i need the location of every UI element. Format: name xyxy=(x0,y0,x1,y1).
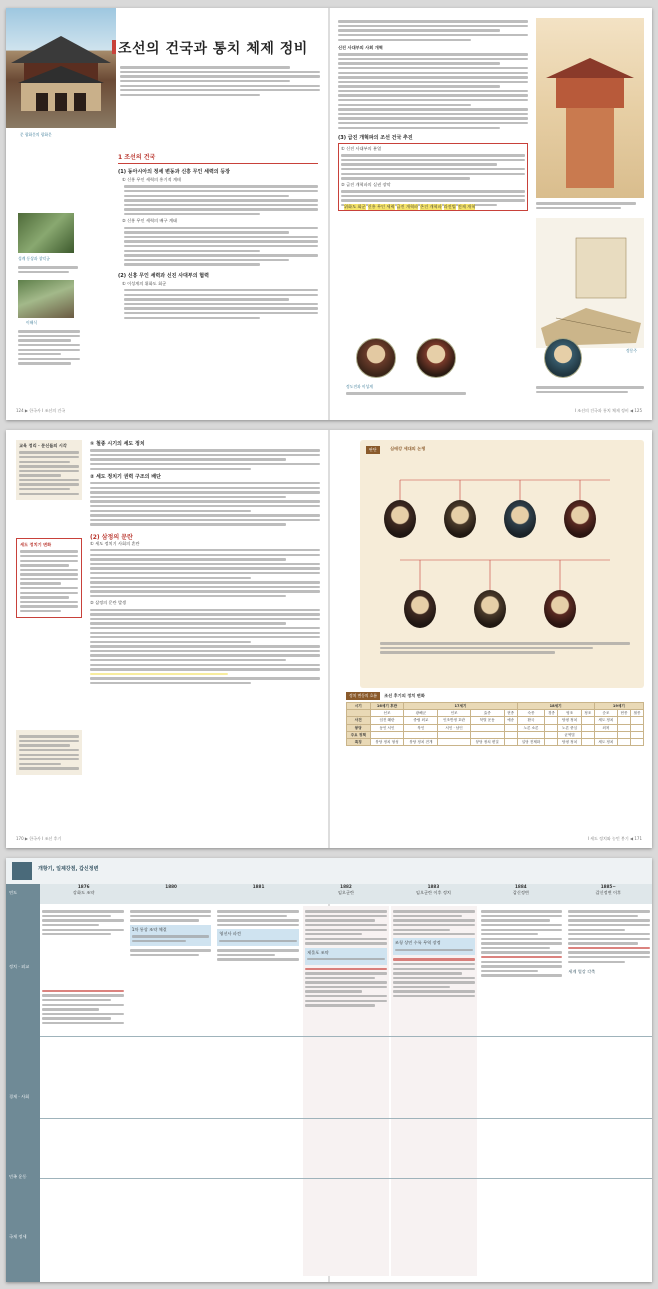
item-1: ① 신흥 무인 세력의 흥기적 계테 xyxy=(122,177,181,182)
table-cell: 인조반정 호란 xyxy=(438,717,470,724)
table-cell: 북인 xyxy=(404,724,438,731)
table-cell xyxy=(438,731,470,738)
table-cell xyxy=(630,717,643,724)
table-cell: 철종 xyxy=(630,710,643,717)
table-cell xyxy=(581,717,594,724)
table-cell xyxy=(545,731,558,738)
palace-gate-drawing xyxy=(6,8,116,128)
right-box xyxy=(338,143,528,212)
table-cell: 선조 xyxy=(370,710,404,717)
timeline-table-block xyxy=(346,692,644,746)
table-row-head: 주요 정책 xyxy=(347,731,371,738)
table-cell xyxy=(630,739,643,746)
table-row xyxy=(347,739,644,746)
table-row-head: 특징 xyxy=(347,739,371,746)
year-label: 1881 xyxy=(252,884,265,889)
table-cell xyxy=(545,724,558,731)
table-cell xyxy=(470,731,504,738)
info-box-text: 제물포 조약 xyxy=(307,949,329,955)
right-heading-1: 신진 사대부의 사회 개혁 xyxy=(338,44,383,50)
info-box-blue xyxy=(393,938,475,955)
caption-aerial: 이해식 xyxy=(26,320,38,325)
table-cell: 임진 왜란 xyxy=(370,717,404,724)
portrait-3 xyxy=(544,338,582,378)
timeline-column xyxy=(128,906,214,1276)
table-cell: 균역법 xyxy=(558,731,581,738)
highlight-term: 과전법 xyxy=(443,204,456,209)
textbook-spread-2 xyxy=(6,430,652,848)
table-cell xyxy=(618,731,631,738)
title-accent xyxy=(112,40,116,54)
right-item-1: ① 신진 사대부의 분열 xyxy=(341,145,382,151)
table-cell xyxy=(630,731,643,738)
table-cell: 순조 xyxy=(594,710,617,717)
portrait-2 xyxy=(416,338,456,378)
table-cell: 붕당 정치 전개 xyxy=(404,739,438,746)
table-cell: 서인 · 남인 xyxy=(438,724,470,731)
timeline-column xyxy=(566,906,652,1276)
row-label-column xyxy=(6,884,40,1282)
table-header: 19세기 xyxy=(594,703,643,710)
info-box-blue xyxy=(130,925,212,947)
highlight-term: 위화도 회군 xyxy=(344,204,366,209)
year-sub: 강화도 조약 xyxy=(72,890,95,896)
info-box-text: 1차 통상 조약 체결 xyxy=(131,926,167,932)
table-cell: 정조 xyxy=(581,710,594,717)
highlight-terms xyxy=(344,204,524,210)
portrait-e xyxy=(404,590,436,628)
table-row xyxy=(347,717,644,724)
table-header: 시기 xyxy=(347,703,371,710)
table-cell: 외척 xyxy=(594,724,617,731)
row-label: 정치 · 외교 xyxy=(9,964,30,969)
intro-summary xyxy=(120,64,320,98)
table-cell: 일당 전제화 xyxy=(517,739,545,746)
table-cell: 환국 xyxy=(517,717,545,724)
subsection-b: ② 세도 정치기 권력 구조의 배단 xyxy=(90,473,161,480)
gate-photo-right xyxy=(536,18,644,198)
left-page-body xyxy=(118,152,318,321)
footer-right: I 조선의 건국과 통치 체제 정비 ◀ 125 xyxy=(574,408,642,413)
right-item-2: ② 급진 개혁파의 실권 장악 xyxy=(341,181,391,187)
table-cell xyxy=(630,724,643,731)
highlight-term: 전제 개혁 xyxy=(457,204,476,209)
year-row xyxy=(40,884,652,904)
table-cell: 헌종 xyxy=(618,710,631,717)
footer-right-2: I 세도 정치와 농민 봉기 ◀ 171 xyxy=(587,836,642,841)
table-cell xyxy=(504,731,517,738)
year-sub: 임오군란 xyxy=(337,890,355,896)
portrait-b xyxy=(444,500,476,538)
table-cell: 세도 정치 xyxy=(594,717,617,724)
timeline-header xyxy=(6,858,652,884)
table-cell: 효종 xyxy=(470,710,504,717)
palace-gate-photo xyxy=(6,8,116,128)
row-divider xyxy=(40,1036,652,1037)
diagram-tag: 판단 xyxy=(366,446,380,454)
row-label: 국제 정세 xyxy=(9,1234,27,1239)
portrait-d xyxy=(564,500,596,538)
table-header: 16세기 후반 xyxy=(370,703,404,710)
table-cell: 예송 xyxy=(504,717,517,724)
table-row xyxy=(347,731,644,738)
table-cell: 북벌 운동 xyxy=(470,717,504,724)
timeline-icon xyxy=(12,862,32,880)
item-3: ① 이성계의 위화도 회군 xyxy=(122,280,167,286)
subsection-2: (2) 신흥 무인 세력과 신진 사대부의 협력 xyxy=(118,272,209,279)
caption-jeongmongju: 정몽주 xyxy=(626,348,638,353)
table-cell xyxy=(504,724,517,731)
caption-portraits: 정도전과 이성계 xyxy=(346,384,373,389)
table-row-head: 붕당 xyxy=(347,724,371,731)
subsection-2: (2) 삼정의 문란 xyxy=(90,533,133,541)
year-label: 1885~ xyxy=(600,884,616,889)
timeline-grid xyxy=(40,906,652,1276)
portrait-diagram xyxy=(360,440,644,688)
row-divider xyxy=(40,1178,652,1179)
sidebar-box xyxy=(16,538,82,618)
portrait-c xyxy=(504,500,536,538)
timeline-column xyxy=(303,906,389,1276)
table-row xyxy=(347,724,644,731)
table-cell xyxy=(581,731,594,738)
table-cell xyxy=(618,717,631,724)
bottom-note: 세계 열강 각축 xyxy=(568,968,596,974)
table-cell: 노론 소론 xyxy=(517,724,545,731)
table-cell xyxy=(404,731,438,738)
year-sub: 임오군란 이후 정치 xyxy=(415,890,451,896)
info-box-text: 영선사 파견 xyxy=(219,931,241,937)
table-cell: 광해군 xyxy=(404,710,438,717)
table-cell xyxy=(470,724,504,731)
subsection-a: ① 철종 시기의 세도 정치 xyxy=(90,441,145,447)
table-row-head: 사건 xyxy=(347,717,371,724)
footer-left-2: 170 ▶ 한국사 I 조선 후기 xyxy=(16,836,62,841)
row-label: 연도 xyxy=(9,890,18,895)
chapter-title: 조선의 건국과 통치 체제 정비 xyxy=(118,41,308,57)
year-label: 1876 xyxy=(77,884,90,889)
row-label: 민족 운동 xyxy=(9,1174,27,1179)
table-cell: 탕평 정치 xyxy=(558,717,581,724)
gutter xyxy=(328,8,330,420)
table-cell: 붕당 정치 변질 xyxy=(470,739,504,746)
table-header: 18세기 xyxy=(517,703,594,710)
table-cell xyxy=(618,724,631,731)
highlight-term: 신흥 무인 세력 xyxy=(367,204,395,209)
table-title: 조선 후기의 정치 변화 xyxy=(384,692,425,698)
info-box-blue xyxy=(305,948,387,965)
timeline-column xyxy=(479,906,565,1276)
item-2: ② 신흥 무인 세력의 배구 계태 xyxy=(122,218,177,224)
year-sub: 갑신정변 xyxy=(512,890,529,896)
table-cell: 붕당 정치 형성 xyxy=(370,739,404,746)
year-label: 1884 xyxy=(515,884,527,889)
gate-drawing-right xyxy=(536,18,644,198)
sidebar-box-title: 세도 정치기 변화 xyxy=(20,542,52,547)
right-subsection: (3) 급진 개혁파의 조선 건국 추진 xyxy=(338,134,413,141)
table-cell xyxy=(618,739,631,746)
year-label: 1883 xyxy=(427,884,440,889)
caption-gate xyxy=(536,200,636,211)
chapter-title-block xyxy=(118,38,308,58)
timeline-column xyxy=(40,906,126,1276)
table-cell xyxy=(438,739,470,746)
timeline-title: 개항기, 일제강점, 갑신정변 xyxy=(38,866,99,872)
textbook-spread-3 xyxy=(6,858,652,1282)
map-drawing xyxy=(536,218,644,348)
info-box-blue xyxy=(217,929,299,946)
timeline-column xyxy=(391,906,477,1276)
highlight-term: 온건 개혁파 xyxy=(420,204,442,209)
caption-palace: 문 광화문의 광화문 xyxy=(20,132,52,137)
portrait-1 xyxy=(356,338,396,378)
table-cell: 인조 xyxy=(438,710,470,717)
subsection-2-item-2: ② 삼정의 문란 발생 xyxy=(90,600,127,606)
portrait-a xyxy=(384,500,416,538)
table-header-row xyxy=(347,703,644,710)
section-heading: 1 조선의 건국 xyxy=(118,154,156,161)
year-label: 1880 xyxy=(165,884,177,889)
year-label: 1882 xyxy=(340,884,352,889)
table-cell xyxy=(545,717,558,724)
table-cell: 세도 정치 xyxy=(594,739,617,746)
table-cell xyxy=(517,731,545,738)
portrait-f xyxy=(474,590,506,628)
highlight-term: 급진 개혁파 xyxy=(396,204,419,209)
political-change-table xyxy=(346,702,644,746)
subsection-1: (1) 동아시아의 정세 변동과 신흥 무인 세력의 등장 xyxy=(118,169,231,175)
sidebar-note xyxy=(16,440,82,500)
table-cell xyxy=(581,739,594,746)
table-cell xyxy=(594,731,617,738)
row-divider xyxy=(40,1118,652,1119)
left-page-body-2 xyxy=(90,440,320,686)
sidebar-quiz xyxy=(16,730,82,775)
table-cell: 노론 중심 xyxy=(558,724,581,731)
diagram-title: 심애강 세대의 논쟁 xyxy=(390,446,426,451)
table-header: 17세기 xyxy=(404,703,517,710)
aerial-photo xyxy=(18,280,74,318)
row-label: 경제 · 사회 xyxy=(9,1094,30,1099)
statue-photo xyxy=(18,213,74,253)
portrait-g xyxy=(544,590,576,628)
table-cell: 경종 xyxy=(545,710,558,717)
table-kings-row xyxy=(347,710,644,717)
sidebar-note-title: 교육 정리 · 문신들의 시각 xyxy=(19,443,67,448)
table-cell xyxy=(504,739,517,746)
table-cell: 현종 xyxy=(504,710,517,717)
footer-left: 124 ▶ 한국사 I 조선의 건국 xyxy=(16,408,66,413)
table-cell xyxy=(370,731,404,738)
year-sub: 갑신정변 이후 xyxy=(595,890,622,896)
table-cell xyxy=(581,724,594,731)
table-cell: 중립 외교 xyxy=(404,717,438,724)
subsection-2-item-1: ① 세도 정치기 사회의 혼란 xyxy=(90,540,140,546)
table-cell: 영조 xyxy=(558,710,581,717)
info-box-text: 조청 상민 수륙 무역 장정 xyxy=(394,940,441,946)
table-cell: 동인 서인 xyxy=(370,724,404,731)
table-cell: 숙종 xyxy=(517,710,545,717)
caption-statue: 성계 동상과 창덕궁 xyxy=(18,256,50,261)
timeline-column xyxy=(215,906,301,1276)
table-tag: 정치 변동의 흐름 xyxy=(346,692,380,700)
gutter xyxy=(328,430,330,848)
right-page-body xyxy=(338,18,528,211)
table-cell xyxy=(545,739,558,746)
table-cell: 탕평 정치 xyxy=(558,739,581,746)
map-photo xyxy=(536,218,644,348)
textbook-spread-1 xyxy=(6,8,652,420)
